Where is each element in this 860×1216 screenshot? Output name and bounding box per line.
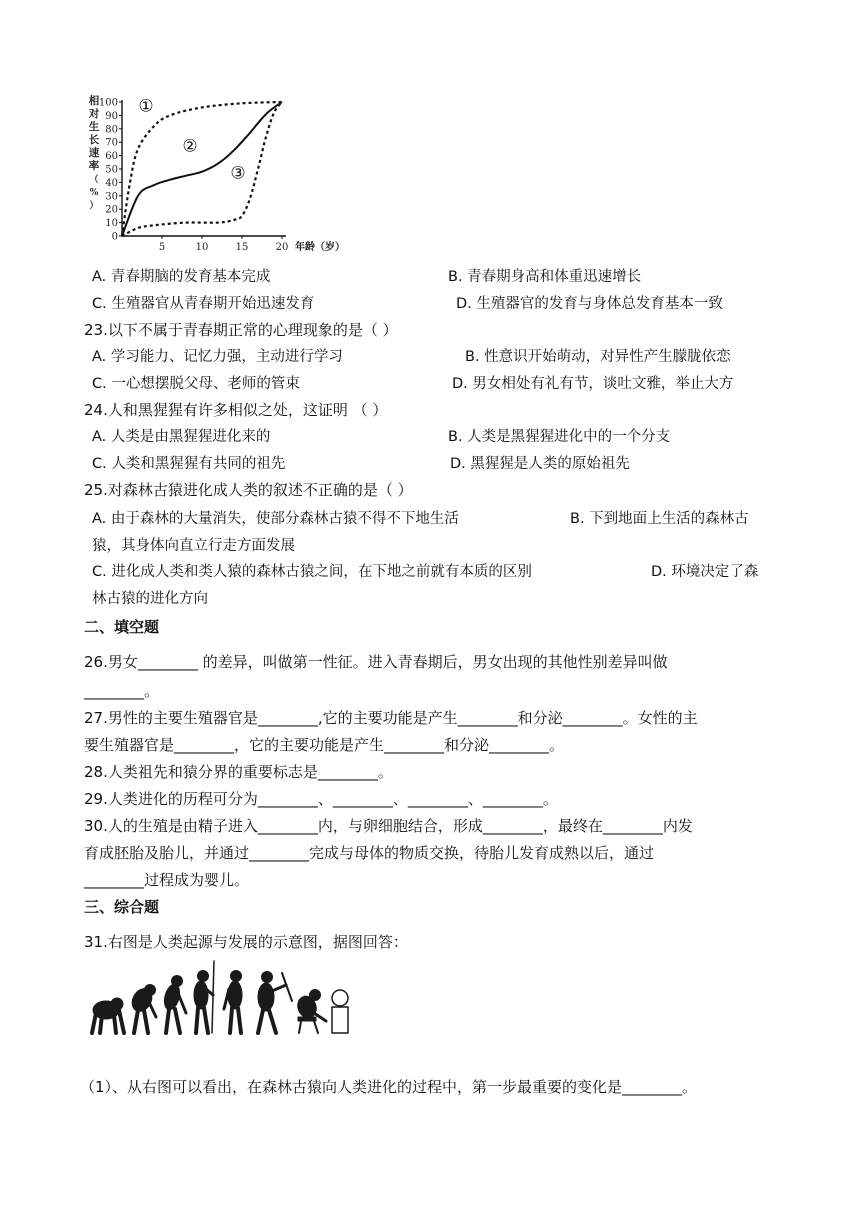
- y-tick-label: 50: [105, 164, 118, 176]
- y-tick-label: 40: [105, 177, 118, 189]
- q30-line2: 育成胚胎及胎儿，并通过________完成与母体的物质交换，待胎儿发育成熟以后，通过: [84, 844, 655, 862]
- q24-stem: 24.人和黑猩猩有许多相似之处，这证明 （ ）: [84, 401, 388, 419]
- y-tick-label: 0: [111, 231, 118, 243]
- q26-line1: 26.男女________ 的差异，叫做第一性征。进入青春期后，男女出现的其他性别差异叫做: [84, 653, 668, 671]
- q25-option-d-line2: 林古猿的进化方向: [92, 591, 208, 607]
- computer-icon: [332, 990, 348, 1033]
- y-axis-label: [88, 94, 100, 211]
- q22-option-b: B. 青春期身高和体重迅速增长: [448, 269, 642, 285]
- y-tick-label: 20: [105, 204, 118, 216]
- q24-option-a: A. 人类是由黑猩猩进化来的: [92, 429, 271, 445]
- q29-line: 29.人类进化的历程可分为________、________、________、________。: [84, 790, 558, 808]
- q25-option-a: A. 由于森林的大量消失，使部分森林古猿不得不下地生活: [92, 511, 459, 527]
- y-tick-label: 70: [105, 137, 118, 149]
- modern-human-figure: [258, 972, 292, 1034]
- q22-option-a: A. 青春期脑的发育基本完成: [92, 269, 271, 285]
- curve-2-body: [122, 102, 282, 236]
- spear-human-figure: [194, 961, 214, 1033]
- q30-line3: ________过程成为婴儿。: [84, 871, 250, 889]
- seated-computer-user-figure: [295, 990, 326, 1034]
- q30-line1: 30.人的生殖是由精子进入________内，与卵细胞结合，形成________，最终在________内发: [84, 817, 693, 835]
- q24-option-d: D. 黑猩猩是人类的原始祖先: [450, 456, 630, 472]
- q24-option-c: C. 人类和黑猩猩有共同的祖先: [92, 456, 286, 472]
- y-tick-label: 90: [105, 110, 118, 122]
- y-tick-label: 60: [105, 151, 118, 163]
- stooped-hominid-figure: [128, 985, 156, 1034]
- q25-option-c: C. 进化成人类和类人猿的森林古猿之间，在下地之前就有本质的区别: [92, 564, 532, 580]
- x-axis-label: 年龄（岁）: [295, 242, 345, 253]
- x-tick-label: 15: [235, 242, 249, 253]
- y-tick-label: 10: [105, 218, 118, 230]
- q27-line1: 27.男性的主要生殖器官是________,它的主要功能是产生________和分泌________。女性的主: [84, 709, 698, 727]
- q27-line2: 要生殖器官是________，它的主要功能是产生________和分泌________。: [84, 736, 565, 754]
- upright-human-figure: [224, 971, 242, 1034]
- section-comprehensive-title: 三、综合题: [84, 898, 160, 916]
- y-tick-label: 80: [105, 124, 118, 136]
- q23-option-a: A. 学习能力、记忆力强，主动进行学习: [92, 349, 343, 365]
- curve-label-3: ③: [230, 163, 246, 184]
- q23-option-b: B. 性意识开始萌动，对异性产生朦胧依恋: [465, 349, 731, 365]
- curve-label-1: ①: [138, 96, 154, 117]
- q22-option-d: D. 生殖器官的发育与身体总发育基本一致: [456, 296, 723, 312]
- q31-stem: 31.右图是人类起源与发展的示意图，据图回答：: [84, 933, 408, 951]
- q25-option-b-line1: B. 下到地面上生活的森林古: [570, 511, 749, 527]
- section-fill-in-title: 二、填空题: [84, 618, 160, 636]
- y-tick-label: 100: [98, 97, 118, 109]
- q24-option-b: B. 人类是黑猩猩进化中的一个分支: [448, 429, 671, 445]
- growth-rate-chart: [84, 88, 354, 253]
- q25-option-d-line1: D. 环境决定了森: [651, 564, 759, 580]
- y-axis-label-text: 相对生长速率（%）: [88, 95, 100, 211]
- q25-option-b-line2: 猿，其身体向直立行走方面发展: [92, 538, 295, 554]
- early-human-figure: [162, 976, 186, 1034]
- q23-option-d: D. 男女相处有礼有节，谈吐文雅，举止大方: [452, 376, 734, 392]
- q28-line: 28.人类祖先和猿分界的重要标志是________。: [84, 763, 393, 781]
- x-tick-label: 5: [158, 242, 166, 253]
- ape-figure: [92, 998, 124, 1033]
- q23-stem: 23.以下不属于青春期正常的心理现象的是（ ）: [84, 321, 398, 339]
- curve-label-2: ②: [182, 136, 198, 157]
- q31-sub1: （1）、从右图可以看出，在森林古猿向人类进化的过程中，第一步最重要的变化是________。: [80, 1078, 698, 1096]
- q23-option-c: C. 一心想摆脱父母、老师的管束: [92, 376, 300, 392]
- q26-line2: ________。: [84, 682, 160, 700]
- q25-stem: 25.对森林古猿进化成人类的叙述不正确的是（ ）: [84, 481, 413, 499]
- human-evolution-illustration: [86, 955, 356, 1037]
- y-tick-label: 30: [105, 191, 118, 203]
- q22-option-c: C. 生殖器官从青春期开始迅速发育: [92, 296, 315, 312]
- x-tick-label: 20: [275, 242, 289, 253]
- x-tick-label: 10: [195, 242, 209, 253]
